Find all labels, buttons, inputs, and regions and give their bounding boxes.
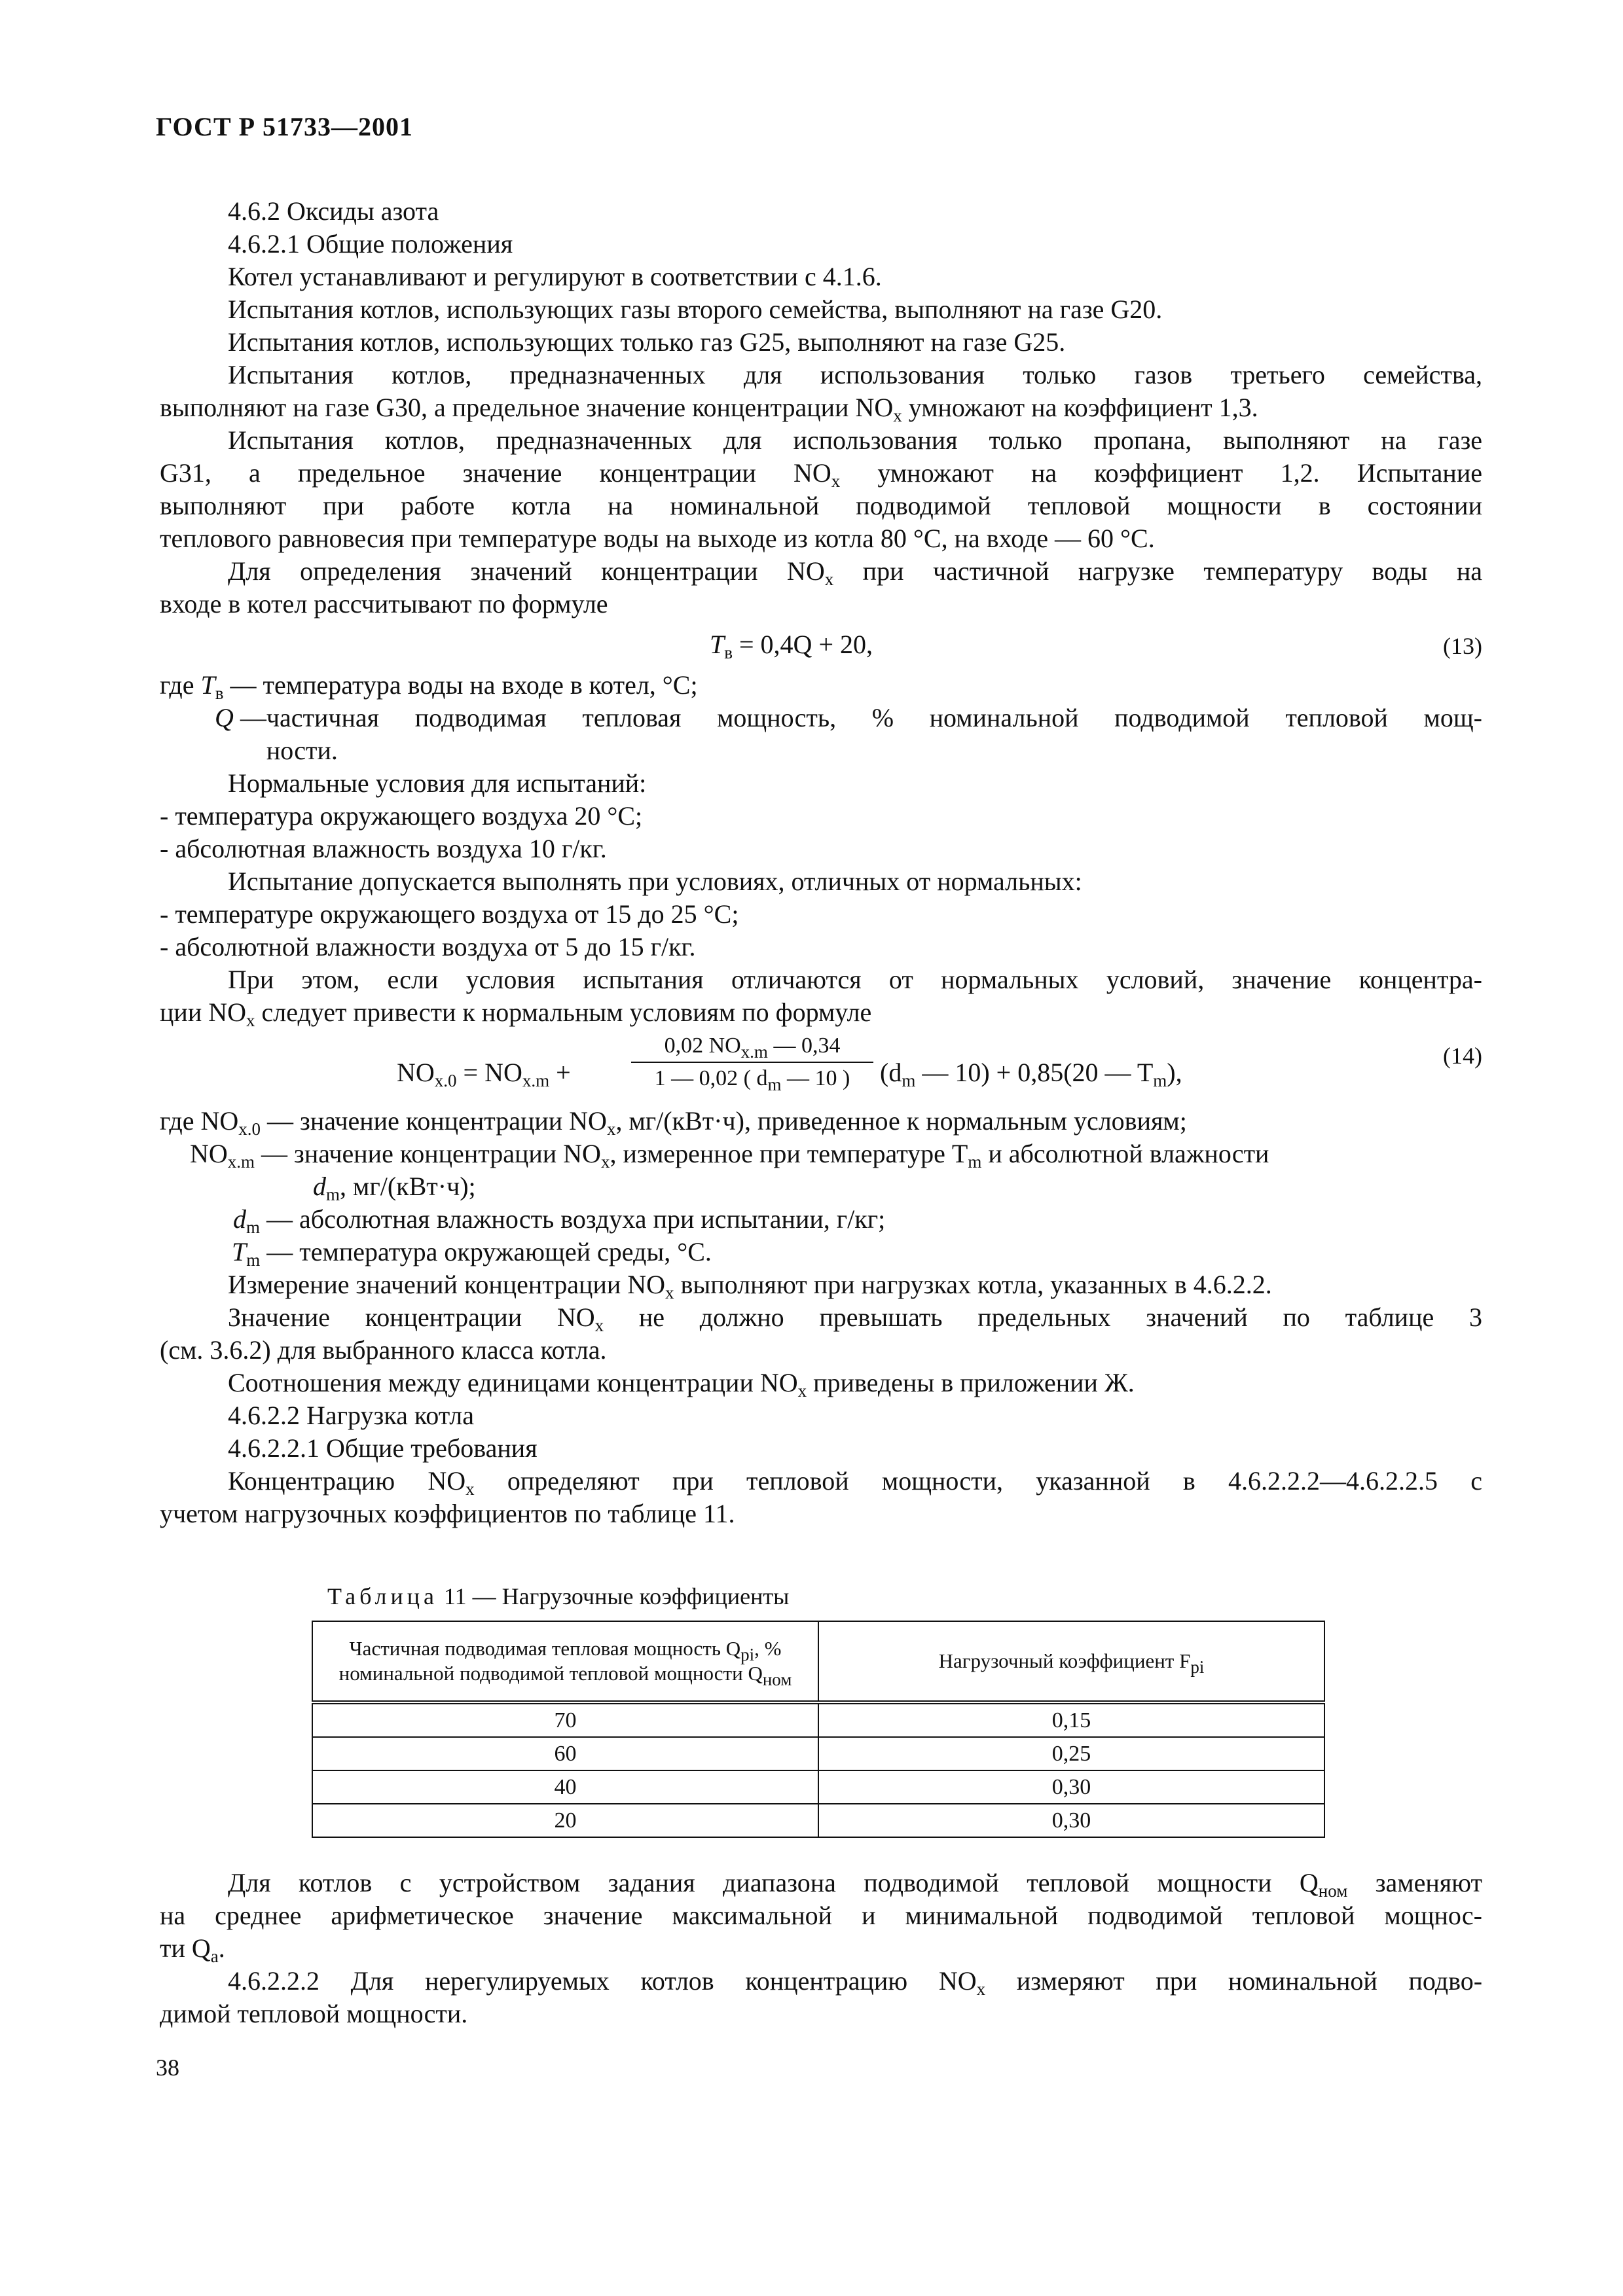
paragraph: При этом, если условия испытания отличаются от нормальных условий, значение концентра- [228,965,1482,994]
paragraph-line: выполняют при работе котла на номинальной подводимой тепловой мощности в состоянии [160,491,1482,520]
section-heading: 4.6.2.2 Нагрузка котла [228,1401,474,1430]
where-item: $NO_{x.m}$ — значение концентрации $NO_x$, измеренное при температуре $T_m$ и абсолютной влажности [190,1139,1269,1172]
page-number: 38 [156,2054,179,2081]
formula-number: (14) [1443,1043,1482,1069]
paragraph: Нормальные условия для испытаний: [228,768,647,798]
paragraph-line: на среднее арифметическое значение максимальной и минимальной подводимой тепловой мощнос- [160,1901,1482,1930]
document-header: ГОСТ Р 51733—2001 [156,112,414,141]
table-caption: Таблица 11 — Нагрузочные коэффициенты [327,1583,790,1609]
where-item: Q — частичная подводимая тепловая мощность, % номинальной подводимой тепловой мощ- ности. [215,703,1482,765]
paragraph-line: димой тепловой мощности. [160,1999,468,2028]
paragraph: Испытания котлов, использующих только газ G25, выполняют на газе G25. [228,327,1066,357]
where-item: где $T_в$ — температура воды на входе в котел, °С; [160,670,698,703]
paragraph-line: выполняют на газе G30, а предельное значение концентрации $NO_x$ умножают на коэффициент 1,3. [160,393,1258,425]
paragraph: Котел устанавливают и регулируют в соответствии с 4.1.6. [228,262,882,291]
load-coefficients-table [312,1621,1325,1838]
paragraph: Соотношения между единицами концентрации $NO_x$ приведены в приложении Ж. [228,1368,1135,1401]
paragraph: Измерение значений концентрации $NO_x$ выполняют при нагрузках котла, указанных в 4.6.2.2. [228,1270,1272,1302]
paragraph: Испытание допускается выполнять при условиях, отличных от нормальных: [228,867,1082,896]
table-row: 60 0,25 [312,1737,1324,1770]
paragraph-line: теплового равновесия при температуре воды на выходе из котла 80 °С, на входе — 60 °С. [160,524,1155,553]
section-heading: 4.6.2.1 Общие положения [228,229,513,259]
paragraph: Для котлов с устройством задания диапазона подводимой тепловой мощности $Q_{ном}$ заменяют [228,1868,1482,1901]
paragraph-line: (см. 3.6.2) для выбранного класса котла. [160,1335,607,1365]
formula-fraction: 0,02 $NO_{x.m}$ — 0,34 1 — 0,02 ( $d_m$ — 10 ) [631,1031,873,1093]
paragraph-line: входе в котел рассчитывают по формуле [160,589,608,619]
where-item: $T_m$ — температура окружающей среды, °С. [232,1237,712,1270]
main-text [160,195,1482,1530]
formula-14: $NO_{x.0} = NO_{x.m}$ + 0,02 $NO_{x.m}$ — 0,34 1 — 0,02 ( $d_m$ — 10 ) ($d_m$ — 10) + 0,85(20 — $T_m$), (14) [160,1031,1482,1105]
table-header: Частичная подводимая тепловая мощность $Q_{pi}$, % номинальной подводимой тепловой мощности $Q_{ном}$ [312,1621,818,1702]
where-item: $d_m$ — абсолютная влажность воздуха при испытании, г/кг; [233,1204,886,1237]
where-item: где $NO_{x.0}$ — значение концентрации $NO_x$, мг/(кВт·ч), приведенное к нормальным условиям; [160,1106,1187,1139]
paragraph: Значение концентрации $NO_x$ не должно превышать предельных значений по таблице 3 [228,1302,1483,1335]
paragraph: Испытания котлов, предназначенных для использования только пропана, выполняют на газе [228,425,1482,455]
section-heading: 4.6.2 Оксиды азота [228,196,439,226]
formula-number: (13) [1443,633,1482,659]
paragraph-line: ции $NO_x$ следует привести к нормальным условиям по формуле [160,997,872,1030]
paragraph: 4.6.2.2.2 Для нерегулируемых котлов концентрацию $NO_x$ измеряют при номинальной подво- [228,1966,1483,1999]
where-item-continued: $d_m$, мг/(кВт·ч); [313,1172,476,1204]
table-header: Нагрузочный коэффициент $F_{pi}$ [818,1621,1324,1702]
text-after-table [160,1867,1482,2030]
table-row: 20 0,30 [312,1804,1324,1837]
paragraph-line: учетом нагрузочных коэффициентов по таблице 11. [160,1499,735,1528]
list-item: - абсолютная влажность воздуха 10 г/кг. [160,834,607,863]
section-heading: 4.6.2.2.1 Общие требования [228,1433,538,1463]
list-item: - температура окружающего воздуха 20 °С; [160,801,643,831]
paragraph: Для определения значений концентрации $NO_x$ при частичной нагрузке температуру воды на [228,556,1482,589]
table-row: 70 0,15 [312,1702,1324,1737]
table-row: 40 0,30 [312,1770,1324,1804]
paragraph: Испытания котлов, предназначенных для использования только газов третьего семейства, [228,360,1482,389]
list-item: - абсолютной влажности воздуха от 5 до 15 г/кг. [160,932,696,961]
paragraph-line: G31, а предельное значение концентрации $NO_x$ умножают на коэффициент 1,2. Испытание [160,458,1482,491]
list-item: - температуре окружающего воздуха от 15 до 25 °С; [160,899,739,929]
paragraph: Концентрацию $NO_x$ определяют при тепловой мощности, указанной в 4.6.2.2.2—4.6.2.2.5 с [228,1466,1482,1499]
paragraph-line: ти $Q_a$. [160,1933,225,1966]
formula-13: $T_в = 0,4Q + 20$, (13) [710,630,1482,662]
paragraph: Испытания котлов, использующих газы второго семейства, выполняют на газе G20. [228,295,1163,324]
